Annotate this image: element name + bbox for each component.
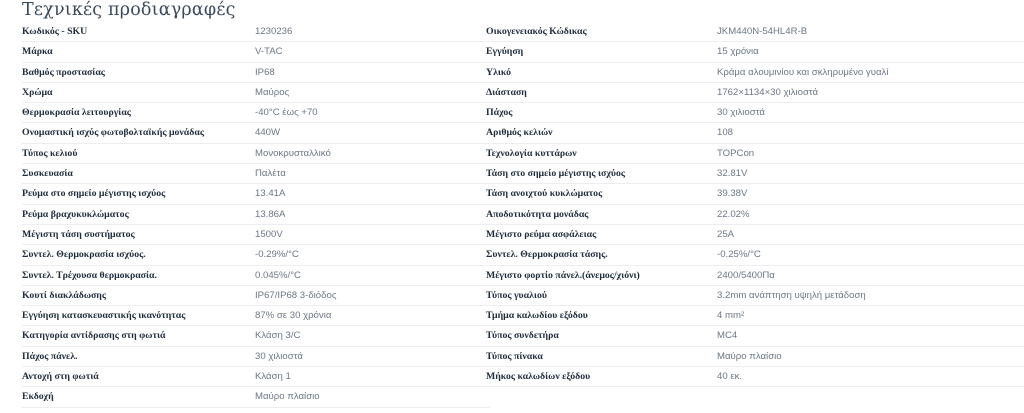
spec-value: IP67/IP68 3-διόδος [255, 289, 337, 301]
spec-value: V-TAC [255, 46, 283, 58]
spec-label: Μέγιστο φορτίο πάνελ.(άνεμος/χιόνι) [486, 269, 640, 281]
spec-value: 25A [717, 228, 735, 240]
spec-label: Μέγιστο ρεύμα ασφάλειας [486, 228, 597, 240]
spec-label: Κατηγορία αντίδρασης στη φωτιά [22, 330, 166, 342]
spec-value: MC4 [717, 330, 738, 342]
spec-value: 1500V [255, 228, 283, 240]
spec-value: 0.045%/°C [255, 269, 301, 281]
spec-value: 13.41A [255, 188, 286, 200]
page-title: Τεχνικές προδιαγραφές [22, 0, 236, 20]
spec-value: 4 mm² [717, 310, 745, 322]
spec-row [486, 347, 1024, 367]
spec-value: 30 χιλιοστά [717, 107, 765, 119]
spec-value: Μαύρο πλαίσιο [717, 350, 782, 362]
spec-label: Ονομαστική ισχύς φωτοβολταϊκής μονάδας [22, 127, 204, 139]
spec-label: Τύπος κελιού [22, 147, 78, 159]
spec-row [486, 245, 1024, 265]
spec-label: Τάση στο σημείο μέγιστης ισχύος [486, 168, 626, 180]
spec-row [22, 63, 490, 83]
spec-row [486, 63, 1024, 83]
spec-label: Θερμοκρασία λειτουργίας [22, 107, 131, 119]
spec-value: 32.81V [717, 168, 748, 180]
spec-value: Κλάση 3/C [255, 330, 301, 342]
spec-label: Διάσταση [486, 86, 527, 98]
spec-row [22, 326, 490, 346]
spec-row [22, 144, 490, 164]
spec-label: Τύπος συνδετήρα [486, 330, 559, 342]
spec-label: Υλικό [486, 66, 511, 78]
spec-value: TOPCon [717, 147, 755, 159]
spec-row [486, 164, 1024, 184]
spec-label: Πάχος [486, 107, 513, 119]
spec-value: 39.38V [717, 188, 748, 200]
spec-row [22, 123, 490, 143]
spec-row [486, 144, 1024, 164]
spec-label: Τεχνολογία κυττάρων [486, 147, 577, 159]
spec-label: Κωδικός - SKU [22, 26, 88, 37]
spec-value: 13.86A [255, 208, 286, 220]
spec-row [22, 83, 490, 103]
spec-label: Συντελ. Τρέχουσα θερμοκρασία. [22, 269, 157, 281]
spec-label: Κουτί διακλάδωσης [22, 289, 107, 301]
spec-value: -0.29%/°C [255, 249, 299, 261]
spec-label: Τάση ανοιχτού κυκλώματος [486, 188, 603, 200]
spec-value: 30 χιλιοστά [255, 350, 303, 362]
spec-value: 22.02% [717, 208, 750, 220]
spec-row [22, 22, 490, 42]
spec-label: Οικογενειακός Κώδικας [486, 26, 587, 37]
spec-value: 440W [255, 127, 281, 139]
spec-row [22, 245, 490, 265]
spec-label: Μάρκα [22, 46, 53, 58]
spec-label: Ρεύμα βραχυκυκλώματος [22, 208, 129, 220]
spec-value: Μονοκρυσταλλικό [255, 147, 331, 159]
spec-row [22, 286, 490, 306]
spec-label: Εγγύηση [486, 46, 524, 58]
spec-value: Κλάση 1 [255, 371, 291, 383]
spec-value: 2400/5400Πα [717, 269, 775, 281]
spec-row [22, 164, 490, 184]
spec-row [486, 306, 1024, 326]
spec-row [22, 225, 490, 245]
spec-value: IP68 [255, 66, 275, 78]
spec-label: Μέγιστη τάση συστήματος [22, 228, 135, 240]
spec-value: 108 [717, 127, 734, 139]
spec-label: Ρεύμα στο σημείο μέγιστης ισχύος [22, 188, 166, 200]
spec-row [22, 387, 490, 407]
spec-value: 3.2mm ανάπτηση υψηλή μετάδοση [717, 289, 866, 301]
spec-label: Πάχος πάνελ. [22, 350, 78, 362]
spec-label: Αποδοτικότητα μονάδας [486, 208, 589, 220]
spec-row [486, 367, 1024, 387]
spec-label: Χρώμα [22, 86, 53, 98]
spec-value: 15 χρόνια [717, 46, 759, 58]
spec-label: Αντοχή στη φωτιά [22, 371, 99, 383]
spec-row [22, 347, 490, 367]
spec-column-left [22, 22, 490, 408]
spec-label: Συντελ. Θερμοκρασία ισχύος. [22, 249, 146, 261]
spec-row [486, 83, 1024, 103]
spec-row [486, 123, 1024, 143]
spec-label: Τύπος πίνακα [486, 350, 543, 362]
spec-row [486, 184, 1024, 204]
spec-label: Συσκευασία [22, 168, 73, 180]
spec-value: Μαύρο πλαίσιο [255, 391, 320, 403]
spec-label: Εγγύηση κατασκευαστικής ικανότητας [22, 310, 186, 322]
spec-row [486, 326, 1024, 346]
spec-row [22, 306, 490, 326]
spec-row [486, 286, 1024, 306]
spec-row [486, 103, 1024, 123]
spec-value: 1762×1134×30 χιλιοστά [717, 86, 819, 98]
spec-row [486, 205, 1024, 225]
spec-value: Παλέτα [255, 168, 286, 180]
spec-value: 87% σε 30 χρόνια [255, 310, 332, 322]
spec-label: Τμήμα καλωδίου εξόδου [486, 310, 588, 322]
spec-row [22, 367, 490, 387]
spec-label: Αριθμός κελιών [486, 127, 553, 139]
spec-label: Βαθμός προστασίας [22, 66, 105, 78]
spec-column-right [486, 22, 1024, 387]
spec-row [486, 22, 1024, 42]
spec-value: Κράμα αλουμινίου και σκληρυμένο γυαλί [717, 66, 889, 78]
spec-value: -0.25%/°C [717, 249, 761, 261]
spec-label: Τύπος γυαλιού [486, 289, 547, 301]
spec-row [22, 42, 490, 62]
spec-value: Μαύρος [255, 86, 290, 98]
spec-row [22, 103, 490, 123]
spec-label: Μήκος καλωδίων εξόδου [486, 371, 591, 383]
spec-value: 40 εκ. [717, 371, 743, 383]
spec-row [486, 225, 1024, 245]
spec-row [486, 266, 1024, 286]
spec-value: 1230236 [255, 26, 293, 37]
spec-label: Εκδοχή [22, 391, 54, 403]
spec-row [486, 42, 1024, 62]
spec-row [22, 184, 490, 204]
spec-row [22, 205, 490, 225]
spec-value: JKM440N-54HL4R-B [717, 26, 808, 37]
spec-row [22, 266, 490, 286]
spec-value: -40°C έως +70 [255, 107, 318, 119]
spec-label: Συντελ. Θερμοκρασία τάσης. [486, 249, 608, 261]
